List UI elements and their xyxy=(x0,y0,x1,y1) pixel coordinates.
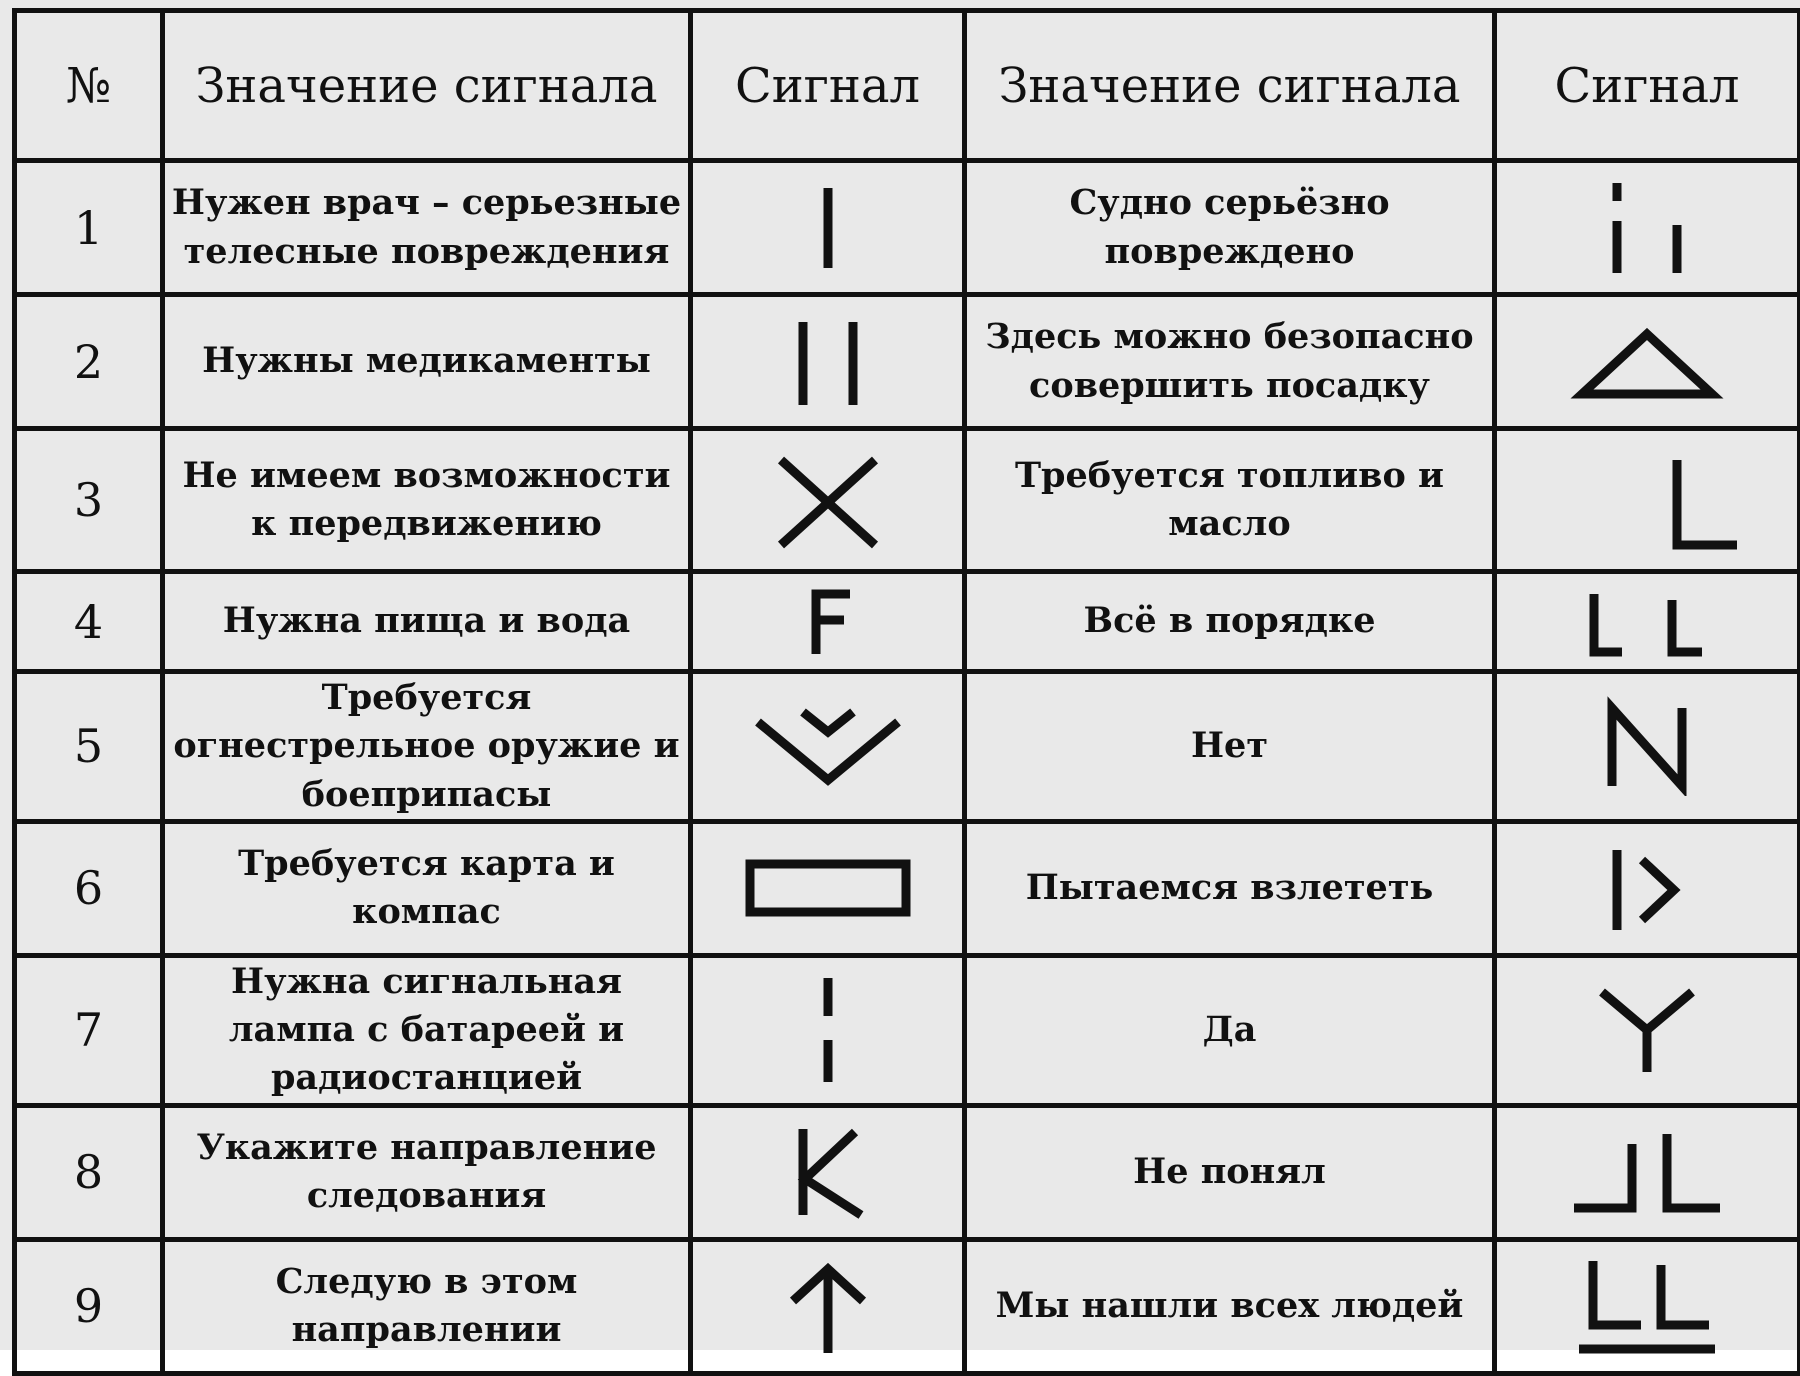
signal-left-cell xyxy=(691,672,965,822)
table-row xyxy=(15,295,1800,429)
signal-right-cell xyxy=(1495,161,1800,295)
double-vertical-lines-icon xyxy=(768,307,888,417)
header-number: № xyxy=(15,11,163,161)
arrow-up-icon xyxy=(773,1251,883,1361)
signal-right-cell xyxy=(1495,672,1800,822)
row-number: 6 xyxy=(15,821,163,955)
signal-right-cell xyxy=(1495,821,1800,955)
header-row xyxy=(15,11,1800,161)
signal-right-cell xyxy=(1495,1239,1800,1373)
table-row xyxy=(15,1239,1800,1373)
signal-right-cell xyxy=(1495,572,1800,672)
letter-n-icon xyxy=(1587,696,1707,796)
signal-left-cell xyxy=(691,955,965,1105)
signal-left-cell xyxy=(691,572,965,672)
signal-meaning-left: Нужна сигнальная лампа с батареей и радиостанцией xyxy=(163,955,691,1105)
broken-vertical-line-icon xyxy=(778,970,878,1090)
letter-f-icon xyxy=(768,582,888,662)
row-number: 1 xyxy=(15,161,163,295)
bar-and-arrow-icon xyxy=(1592,838,1702,938)
signal-meaning-right: Мы нашли всех людей xyxy=(965,1239,1495,1373)
letter-y-icon xyxy=(1587,980,1707,1080)
signal-meaning-left: Не имеем возможности к передвижению xyxy=(163,429,691,572)
row-number: 5 xyxy=(15,672,163,822)
signal-left-cell xyxy=(691,821,965,955)
table-row xyxy=(15,161,1800,295)
double-l-icon xyxy=(1572,582,1722,662)
table-row xyxy=(15,821,1800,955)
signal-meaning-right: Требуется топливо и масло xyxy=(965,429,1495,572)
triangle-icon xyxy=(1567,312,1727,412)
header-meaning-left: Значение сигнала xyxy=(163,11,691,161)
signal-meaning-right: Да xyxy=(965,955,1495,1105)
mirrored-l-l-icon xyxy=(1562,1122,1732,1222)
signal-right-cell xyxy=(1495,429,1800,572)
header-signal-right: Сигнал xyxy=(1495,11,1800,161)
row-number: 4 xyxy=(15,572,163,672)
signal-meaning-right: Пытаемся взлететь xyxy=(965,821,1495,955)
dot-and-two-lines-icon xyxy=(1577,173,1717,283)
signal-meaning-left: Нужен врач – серьезные телесные повреждения xyxy=(163,161,691,295)
signal-meaning-left: Нужны медикаменты xyxy=(163,295,691,429)
table-row xyxy=(15,1105,1800,1239)
letter-k-icon xyxy=(773,1117,883,1227)
row-number: 3 xyxy=(15,429,163,572)
signal-left-cell xyxy=(691,161,965,295)
signal-left-cell xyxy=(691,1239,965,1373)
signal-meaning-left: Нужна пища и вода xyxy=(163,572,691,672)
signal-meaning-right: Судно серьёзно повреждено xyxy=(965,161,1495,295)
signal-left-cell xyxy=(691,429,965,572)
table-row xyxy=(15,572,1800,672)
signal-right-cell xyxy=(1495,1105,1800,1239)
signal-meaning-right: Нет xyxy=(965,672,1495,822)
signal-meaning-right: Всё в порядке xyxy=(965,572,1495,672)
signal-right-cell xyxy=(1495,955,1800,1105)
table-row xyxy=(15,429,1800,572)
row-number: 2 xyxy=(15,295,163,429)
header-meaning-right: Значение сигнала xyxy=(965,11,1495,161)
signal-left-cell xyxy=(691,1105,965,1239)
row-number: 9 xyxy=(15,1239,163,1373)
letter-l-icon xyxy=(1547,440,1747,560)
ground-air-signal-table xyxy=(12,8,1800,1376)
row-number: 8 xyxy=(15,1105,163,1239)
header-signal-left: Сигнал xyxy=(691,11,965,161)
signal-meaning-right: Здесь можно безопасно совершить посадку xyxy=(965,295,1495,429)
signal-meaning-right: Не понял xyxy=(965,1105,1495,1239)
signal-meaning-left: Следую в этом направлении xyxy=(163,1239,691,1373)
x-cross-icon xyxy=(763,445,893,555)
signal-meaning-left: Требуется карта и компас xyxy=(163,821,691,955)
signal-meaning-left: Укажите направление следования xyxy=(163,1105,691,1239)
double-chevron-down-icon xyxy=(748,696,908,796)
signal-meaning-left: Требуется огнестрельное оружие и боеприпасы xyxy=(163,672,691,822)
single-vertical-line-icon xyxy=(768,173,888,283)
table-row xyxy=(15,955,1800,1105)
rectangle-icon xyxy=(738,848,918,928)
signal-left-cell xyxy=(691,295,965,429)
signal-right-cell xyxy=(1495,295,1800,429)
underlined-double-l-icon xyxy=(1567,1251,1727,1361)
table-row xyxy=(15,672,1800,822)
row-number: 7 xyxy=(15,955,163,1105)
